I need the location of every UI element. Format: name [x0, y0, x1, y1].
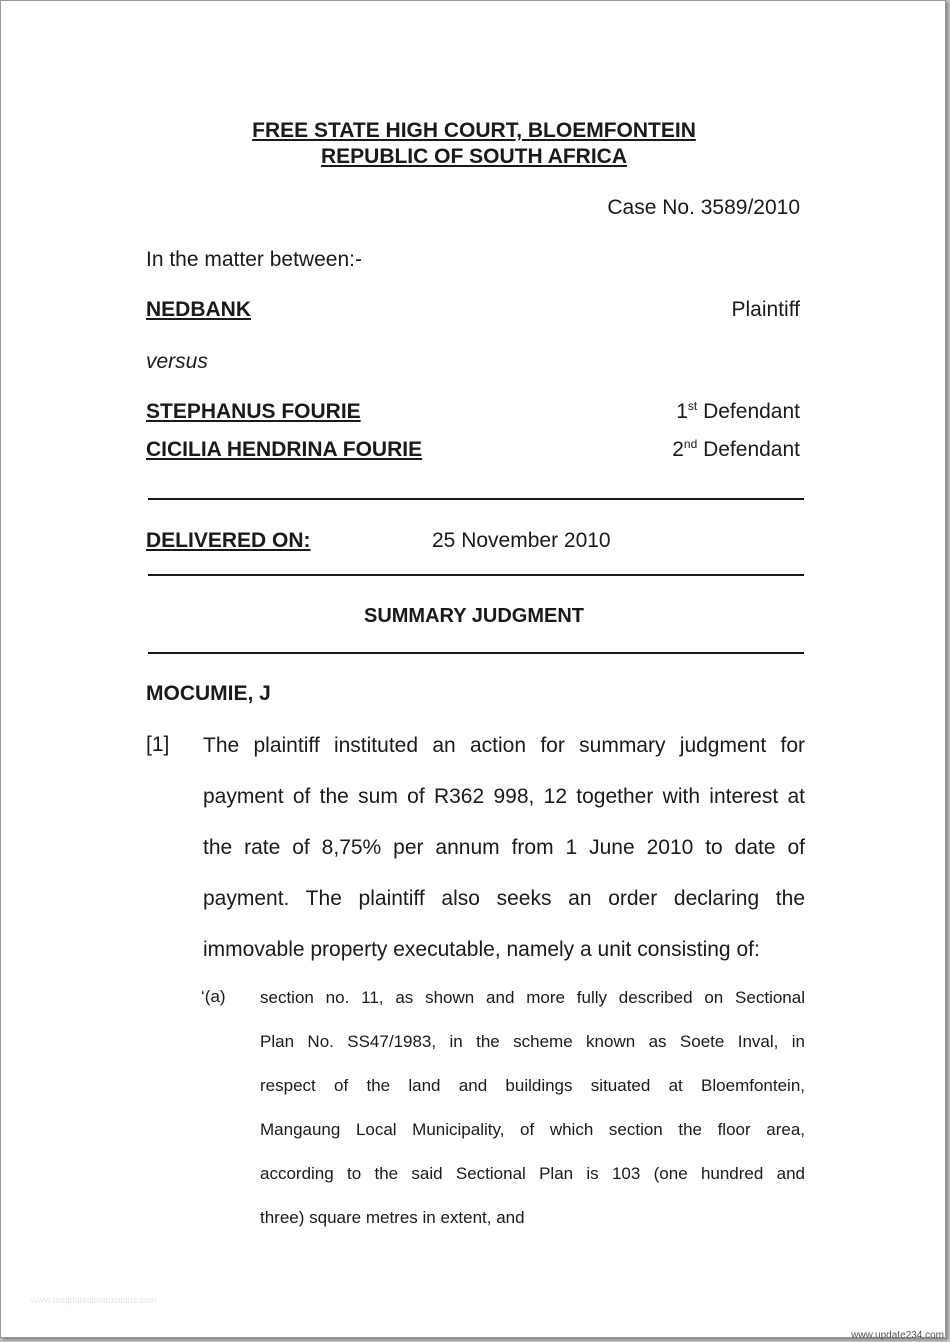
- defendant1-ordinal-suffix: st: [687, 399, 698, 413]
- defendant1-role: [676, 400, 800, 424]
- paragraph-line: The plaintiff instituted an action for summary judgment for: [203, 734, 805, 757]
- paragraph-line: the rate of 8,75% per annum from 1 June 2010 to date of: [203, 836, 805, 859]
- versus-label: versus: [146, 350, 208, 373]
- plaintiff-name: NEDBANK: [146, 298, 251, 321]
- paragraph-number: [1]: [146, 733, 170, 756]
- divider-rule: [148, 652, 804, 654]
- watermark-text: www.update234.com: [851, 1330, 944, 1341]
- matter-intro: In the matter between:-: [146, 248, 362, 271]
- country-name: REPUBLIC OF SOUTH AFRICA: [320, 145, 628, 168]
- court-name: FREE STATE HIGH COURT, BLOEMFONTEIN: [252, 119, 696, 142]
- subparagraph-label: ‘(a): [201, 987, 226, 1006]
- defendant2-ordinal-suffix: nd: [683, 437, 698, 451]
- faint-footer-text: www.templatesinstructions.com: [31, 1295, 157, 1305]
- defendant2-role: [672, 438, 800, 462]
- paragraph-1-body: [203, 720, 805, 975]
- judge-name: MOCUMIE, J: [146, 682, 271, 705]
- case-number: Case No. 3589/2010: [607, 196, 800, 219]
- plaintiff-role: Plaintiff: [731, 298, 800, 321]
- delivered-label: DELIVERED ON:: [146, 529, 311, 552]
- paragraph-line: immovable property executable, namely a unit consisting of:: [203, 938, 760, 961]
- subparagraph-a-body: [260, 976, 805, 1240]
- subparagraph-line: section no. 11, as shown and more fully described on Sectional: [260, 988, 805, 1007]
- defendant1-name: STEPHANUS FOURIE: [146, 400, 361, 423]
- subparagraph-line: Mangaung Local Municipality, of which section the floor area,: [260, 1120, 805, 1139]
- subparagraph-line: respect of the land and buildings situated at Bloemfontein,: [260, 1076, 805, 1095]
- subparagraph-line: three) square metres in extent, and: [260, 1208, 525, 1227]
- country-heading: [1, 144, 947, 170]
- paragraph-line: payment. The plaintiff also seeks an order declaring the: [203, 887, 805, 910]
- divider-rule: [148, 574, 804, 576]
- defendant2-ordinal: 2: [672, 438, 684, 461]
- defendant1-ordinal: 1: [676, 400, 688, 423]
- delivered-date: 25 November 2010: [432, 529, 611, 552]
- subparagraph-line: according to the said Sectional Plan is 103 (one hundred and: [260, 1164, 805, 1183]
- divider-rule: [148, 498, 804, 500]
- defendant2-role-label: Defendant: [697, 438, 800, 461]
- subparagraph-line: Plan No. SS47/1983, in the scheme known as Soete Inval, in: [260, 1032, 805, 1051]
- court-heading: [1, 118, 947, 144]
- defendant2-name: CICILIA HENDRINA FOURIE: [146, 438, 423, 461]
- judgment-title: SUMMARY JUDGMENT: [363, 605, 584, 627]
- defendant1-role-label: Defendant: [697, 400, 800, 423]
- paragraph-line: payment of the sum of R362 998, 12 together with interest at: [203, 785, 805, 808]
